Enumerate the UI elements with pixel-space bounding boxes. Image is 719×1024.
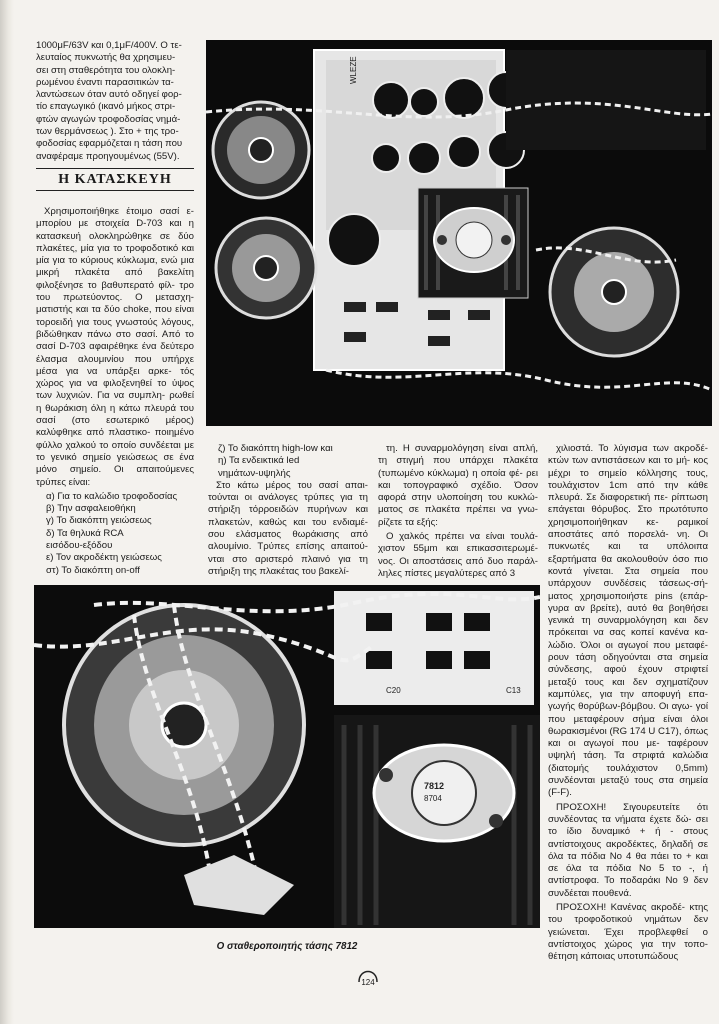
column-e-paragraph-3: ΠΡΟΣΟΧΗ! Κανένας ακροδέ- κτης του τροφοδοτικού νημάτων δεν γειώνεται. Έχει προβλεφθεί ο αντίστοιχος χώρος για την τοπο- θέτηση κάποιας υποτυπώδους xyxy=(548,901,708,963)
intro-column xyxy=(36,40,194,163)
intro-line: λαντώσεων όταν αυτό οδηγεί φορ- xyxy=(36,89,182,101)
board-label-c13: C13 xyxy=(506,686,521,695)
column-c-paragraph: Στο κάτω μέρος του σασί απαι- τούνται οι ανάλογες τρύπες για τη στήριξη τόρροειδών πυρήνων και πλακετών, καθώς και του ενδιαμέ- σου ελάσματος θωράκισης από αλουμίνιο. Τρύπες επίσης απαιτού- νται στο αριστερό πλαινό για τη στήριξη της πλακέτας του βακελί- xyxy=(208,479,368,577)
hole-item: εισόδου-εξόδου xyxy=(46,540,113,552)
photo-caption: Ο σταθεροποιητής τάσης 7812 xyxy=(216,941,358,952)
chip-label-7812: 7812 xyxy=(424,781,445,791)
hole-item: α) Για το καλώδιο τροφοδοσίας xyxy=(46,490,178,502)
intro-line: τίο επαγωγικό (ικανό μήκος στρι- xyxy=(36,101,176,113)
hole-item: ζ) Το διακόπτη high-low και xyxy=(218,443,333,454)
column-e xyxy=(548,443,708,965)
hole-item: δ) Τα θηλυκά RCA xyxy=(46,527,124,539)
intro-line: αναφέραμε προηγουμένως (55V). xyxy=(36,150,180,162)
hole-item: ε) Τον ακροδέκτη γειώσεως xyxy=(46,552,162,564)
column-d-paragraph-1: τη. Η συναρμολόγηση είναι απλή, τη στιγμή που υπάρχει πλακέτα (τυπωμένο κύκλωμα) η οποία φέ- ρει και τοπογραφικό σχέδιο. Όσον αφορά στην υλοποίηση του κυκλώ- ματος σε πλακέτα πρέπει να γνω- ρίζετε τα εξής: xyxy=(378,443,538,528)
intro-line: 1000μF/63V και 0,1μF/400V. Ο τε- xyxy=(36,40,182,51)
column-d-paragraph-2: Ο χαλκός πρέπει να είναι τουλά- χιστον 55μm και επικασσιτερωμέ- νος. Οι αποστάσεις από δυο παράλ- ληλες πίστες μεγαλύτερες από 3 xyxy=(378,531,538,579)
construction-paragraph: Χρησιμοποιήθηκε έτοιμο σασί ε- μπορίου με στοιχεία D-703 και η κατασκευή ολοκληρώθηκε σε δύο πλακέτες, μία για το τροφοδοτικό και μία για το κύριους κύκλωμα, ενώ μια μικρή πλακέτα από βακελίτη φιλοξένησε το βαθυπερατό φίλ- τρο του πρωτεύοντος. Ο μετασχη- ματιστής και τα δύο choke, που είναι τοροειδή για τους γνωστούς λόγους, βιδώθηκαν πάνω στο σασί. Από το σασί D-703 αφαιρέθηκε ένα δεύτερο έλασμα αλουμινίου που υπήρχε μέσα για να υπάρξει αρκε- τός χώρος για να φιλοξενηθεί το ύψος των λυχνιών. Για να συμπλη- ρωθεί η θωράκιση όλη η κάτω πλευρά του σασί (στο εσωτερικό μέρος) καλύφθηκε από πλαστικο- ποιημένο φύλλο χαλκού το οποίο συνδέεται με το γενικό σημείο γειώσεως σε ένα μόνο σημείο. Οι απαιτούμενες τρύπες είναι: xyxy=(36,206,194,488)
intro-line: φοδοσίας εφαρμόζεται η τάση που xyxy=(36,138,183,150)
column-e-paragraph-1: χιλιοστά. Το λύγισμα των ακροδέ- κτών των αντιστάσεων και το μή- κος μέχρι το σημείο κόλλησης τους, τουλάχιστον 1cm από την κάθε πλευρά. Σε διαφορετική πε- ρίπτωση επάγεται θόρυβος. Στο πρωτότυπο χρησιμοποιήθηκαν κε- ραμικοί αποστάτες από πορσελά- νη. Οι πυκνωτές και τα υπόλοιπα εξαρτήματα θα ακολουθούν όσο πιο κοντά γίνεται. Στα σημεία που υπάρχουν συνδέσεις τάσεως-σή- ματος χρησιμοποιήστε pins (επάρ- γυρα αν βρείτε), αυτό θα βοηθήσει γενικά τη συναρμολόγηση και δεν πρόκειται να σας κοπεί κανένα κα- λώδιο. Όλοι οι αγωγοί που μεταφέ- ρουν τάση οδηγούνται στα σημεία σύνδεσης, αφού έχουν στριφτεί μεταξύ τους και δεν σχηματίζουν καμπύλες, για την αποφυγή επα- γωγής θορύβων-βόμβου. Οι αγω- γοί που μεταφέρουν σήμα είναι όλοι θωρακισμένοι (RG 174 U C17), όπως και οι αγωγοί που με- ταφέρουν υψηλή τάση. Τα στριφτά καλώδια (διατομής τουλάχιστον 0,5mm) συνδέονται μεταξύ τους στα σημεία (F-F). xyxy=(548,443,708,799)
page-number-text: 124 xyxy=(361,978,375,987)
board-label-top: WLEZE xyxy=(349,56,358,84)
board-label-c20: C20 xyxy=(386,686,401,695)
construction-column xyxy=(36,206,194,577)
holes-list-continued xyxy=(208,443,368,480)
chip-label-line2: 8704 xyxy=(424,794,442,803)
intro-line: ρωμένου έναντι παρασιτικών τα- xyxy=(36,76,174,88)
hole-item: η) Τα ενδεικτικά led xyxy=(218,455,300,467)
photo-power-supply-board xyxy=(206,40,712,426)
hole-item: στ) Το διακόπτη on-off xyxy=(46,564,140,576)
intro-line: λευταίος πυκνωτής θα χρησιμευ- xyxy=(36,52,176,64)
intro-line: σει στη σταθερότητα του ολοκλη- xyxy=(36,64,176,76)
column-e-paragraph-2: ΠΡΟΣΟΧΗ! Σιγουρευτείτε ότι συνδέοντας τα νήματα έχετε δώ- σει το ίδιο δυναμικό + ή - στους αντίστοιχους ακροδέκτες, δηλαδή σε όλα τα πόδια No 4 θα πάει το + και σε όλα τα πόδια No 5 το -, ή αντίστροφα. Το ποδαράκι No 9 δεν συνδέεται πουθενά. xyxy=(548,801,708,899)
scan-edge xyxy=(0,0,14,1024)
column-c xyxy=(208,443,368,580)
column-d xyxy=(378,443,538,582)
hole-item: νημάτων-υψηλής xyxy=(218,467,291,479)
holes-list xyxy=(36,491,194,577)
hole-item: β) Την ασφαλειοθήκη xyxy=(46,503,136,515)
hole-item: γ) Το διακόπτη γειώσεως xyxy=(46,515,152,527)
page-number xyxy=(355,962,381,988)
photo-voltage-regulator xyxy=(34,585,540,928)
section-heading: Η ΚΑΤΑΣΚΕΥΗ xyxy=(36,168,194,191)
intro-line: φτών αγωγών τροφοδοσίας νημά- xyxy=(36,113,181,125)
intro-line: των θερμάνσεως ). Στο + της τρο- xyxy=(36,126,179,138)
